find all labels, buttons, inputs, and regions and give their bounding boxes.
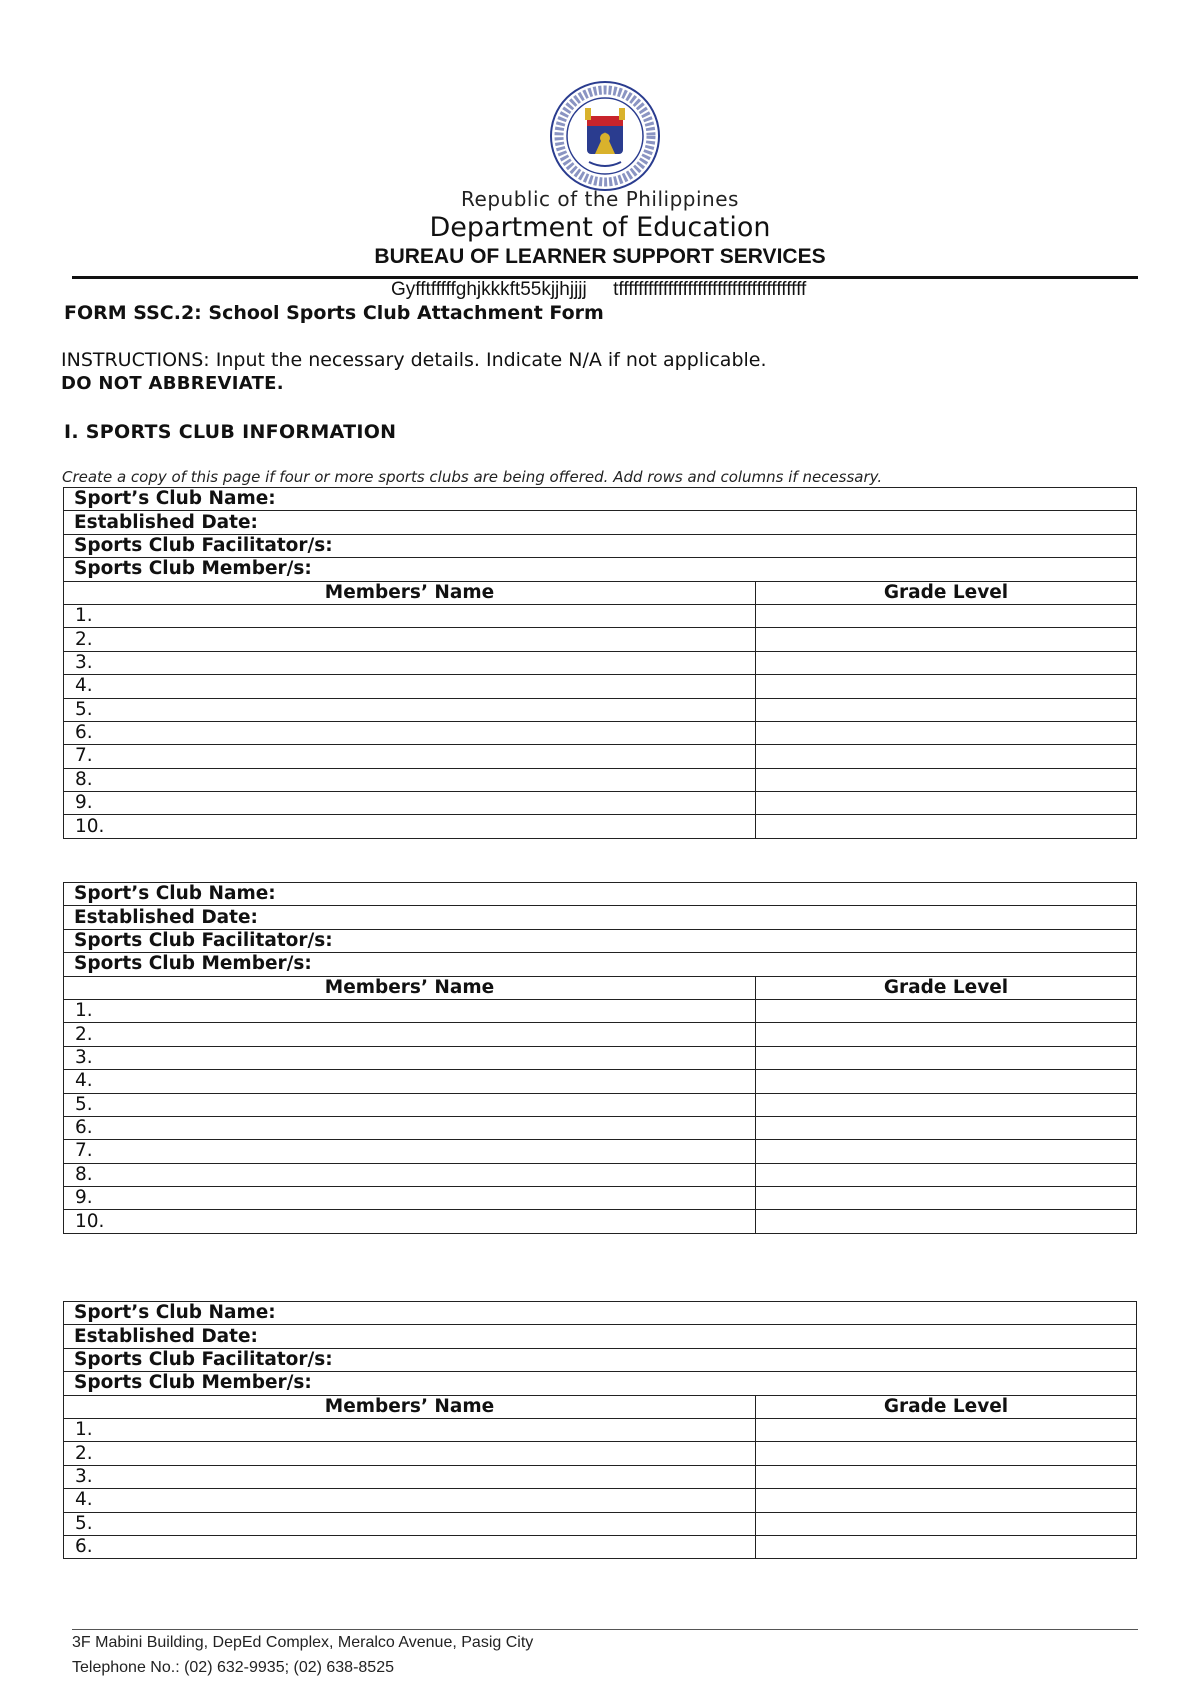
grade-level-cell[interactable] xyxy=(756,604,1137,627)
member-name-cell[interactable]: 6. xyxy=(64,1116,756,1139)
grade-level-cell[interactable] xyxy=(756,1070,1137,1093)
established-date-label[interactable]: Established Date: xyxy=(64,1325,1137,1348)
grade-level-cell[interactable] xyxy=(756,1535,1137,1558)
grade-level-cell[interactable] xyxy=(756,721,1137,744)
member-name-cell[interactable]: 1. xyxy=(64,1418,756,1441)
grade-level-cell[interactable] xyxy=(756,1046,1137,1069)
grade-level-cell[interactable] xyxy=(756,999,1137,1022)
member-name-cell[interactable]: 2. xyxy=(64,1442,756,1465)
instructions-text: INSTRUCTIONS: Input the necessary details. Indicate N/A if not applicable. xyxy=(61,349,767,371)
member-name-cell[interactable]: 5. xyxy=(64,1093,756,1116)
member-row xyxy=(64,1465,1137,1488)
member-name-cell[interactable]: 1. xyxy=(64,604,756,627)
form-title: FORM SSC.2: School Sports Club Attachment Form xyxy=(64,302,604,324)
grade-level-cell[interactable] xyxy=(756,1093,1137,1116)
member-row xyxy=(64,999,1137,1022)
footer-divider xyxy=(72,1629,1138,1630)
member-name-cell[interactable]: 5. xyxy=(64,698,756,721)
member-name-cell[interactable]: 8. xyxy=(64,768,756,791)
member-row xyxy=(64,792,1137,815)
member-name-cell[interactable]: 9. xyxy=(64,792,756,815)
member-row xyxy=(64,1210,1137,1233)
footer-telephone: Telephone No.: (02) 632-9935; (02) 638-8525 xyxy=(72,1659,394,1676)
sports-club-table-1 xyxy=(63,487,1137,839)
member-name-cell[interactable]: 6. xyxy=(64,1535,756,1558)
grade-level-cell[interactable] xyxy=(756,815,1137,838)
grade-level-cell[interactable] xyxy=(756,1163,1137,1186)
grade-level-cell[interactable] xyxy=(756,1140,1137,1163)
member-row xyxy=(64,815,1137,838)
section-title: I. SPORTS CLUB INFORMATION xyxy=(64,421,397,443)
member-row xyxy=(64,745,1137,768)
grade-level-cell[interactable] xyxy=(756,1442,1137,1465)
established-date-label[interactable]: Established Date: xyxy=(64,906,1137,929)
grade-level-cell[interactable] xyxy=(756,1418,1137,1441)
member-row xyxy=(64,1023,1137,1046)
department-heading: Department of Education xyxy=(429,212,771,243)
grade-level-cell[interactable] xyxy=(756,698,1137,721)
member-name-cell[interactable]: 2. xyxy=(64,1023,756,1046)
bureau-heading: BUREAU OF LEARNER SUPPORT SERVICES xyxy=(374,245,826,268)
members-label[interactable]: Sports Club Member/s: xyxy=(64,953,1137,976)
member-row xyxy=(64,1140,1137,1163)
member-name-cell[interactable]: 1. xyxy=(64,999,756,1022)
member-row xyxy=(64,604,1137,627)
republic-heading: Republic of the Philippines xyxy=(461,187,739,211)
member-row xyxy=(64,768,1137,791)
member-row xyxy=(64,1163,1137,1186)
grade-level-cell[interactable] xyxy=(756,628,1137,651)
grade-level-header: Grade Level xyxy=(756,976,1137,999)
grade-level-cell[interactable] xyxy=(756,768,1137,791)
grade-level-cell[interactable] xyxy=(756,1210,1137,1233)
member-row xyxy=(64,1442,1137,1465)
member-row xyxy=(64,1512,1137,1535)
member-row xyxy=(64,1093,1137,1116)
club-name-label[interactable]: Sport’s Club Name: xyxy=(64,1302,1137,1325)
members-name-header: Members’ Name xyxy=(64,1395,756,1418)
member-row xyxy=(64,651,1137,674)
facilitators-label[interactable]: Sports Club Facilitator/s: xyxy=(64,929,1137,952)
grade-level-cell[interactable] xyxy=(756,675,1137,698)
member-name-cell[interactable]: 5. xyxy=(64,1512,756,1535)
members-label[interactable]: Sports Club Member/s: xyxy=(64,1372,1137,1395)
members-name-header: Members’ Name xyxy=(64,581,756,604)
member-name-cell[interactable]: 6. xyxy=(64,721,756,744)
grade-level-cell[interactable] xyxy=(756,1187,1137,1210)
do-not-abbreviate-text: DO NOT ABBREVIATE. xyxy=(61,373,284,394)
member-name-cell[interactable]: 7. xyxy=(64,1140,756,1163)
member-row xyxy=(64,1116,1137,1139)
member-name-cell[interactable]: 3. xyxy=(64,1465,756,1488)
sports-club-table-3 xyxy=(63,1301,1137,1559)
sports-club-table-2 xyxy=(63,882,1137,1234)
member-name-cell[interactable]: 9. xyxy=(64,1187,756,1210)
member-name-cell[interactable]: 4. xyxy=(64,1489,756,1512)
grade-level-cell[interactable] xyxy=(756,1023,1137,1046)
member-name-cell[interactable]: 3. xyxy=(64,1046,756,1069)
deped-seal-logo xyxy=(549,80,661,192)
copy-note: Create a copy of this page if four or more sports clubs are being offered. Add rows and columns if necessary. xyxy=(62,468,883,486)
members-name-header: Members’ Name xyxy=(64,976,756,999)
grade-level-cell[interactable] xyxy=(756,1465,1137,1488)
member-row xyxy=(64,1046,1137,1069)
member-row xyxy=(64,721,1137,744)
members-label[interactable]: Sports Club Member/s: xyxy=(64,558,1137,581)
facilitators-label[interactable]: Sports Club Facilitator/s: xyxy=(64,534,1137,557)
member-name-cell[interactable]: 3. xyxy=(64,651,756,674)
member-name-cell[interactable]: 7. xyxy=(64,745,756,768)
member-row xyxy=(64,1070,1137,1093)
member-row xyxy=(64,1535,1137,1558)
grade-level-cell[interactable] xyxy=(756,1512,1137,1535)
established-date-label[interactable]: Established Date: xyxy=(64,511,1137,534)
stray-text: Gyfftfffffghjkkkft55kjjhjjjj tffffffffffffffffffffffffffffffffffffff xyxy=(391,279,807,300)
member-row xyxy=(64,675,1137,698)
member-row xyxy=(64,1489,1137,1512)
club-name-label[interactable]: Sport’s Club Name: xyxy=(64,883,1137,906)
grade-level-header: Grade Level xyxy=(756,581,1137,604)
grade-level-cell[interactable] xyxy=(756,792,1137,815)
member-name-cell[interactable]: 4. xyxy=(64,675,756,698)
member-name-cell[interactable]: 10. xyxy=(64,1210,756,1233)
member-row xyxy=(64,698,1137,721)
member-name-cell[interactable]: 10. xyxy=(64,815,756,838)
member-name-cell[interactable]: 2. xyxy=(64,628,756,651)
member-name-cell[interactable]: 8. xyxy=(64,1163,756,1186)
grade-level-cell[interactable] xyxy=(756,1489,1137,1512)
member-row xyxy=(64,1418,1137,1441)
facilitators-label[interactable]: Sports Club Facilitator/s: xyxy=(64,1348,1137,1371)
grade-level-cell[interactable] xyxy=(756,1116,1137,1139)
club-name-label[interactable]: Sport’s Club Name: xyxy=(64,488,1137,511)
footer-address: 3F Mabini Building, DepEd Complex, Meralco Avenue, Pasig City xyxy=(72,1634,534,1651)
grade-level-cell[interactable] xyxy=(756,745,1137,768)
grade-level-header: Grade Level xyxy=(756,1395,1137,1418)
member-name-cell[interactable]: 4. xyxy=(64,1070,756,1093)
member-row xyxy=(64,628,1137,651)
member-row xyxy=(64,1187,1137,1210)
grade-level-cell[interactable] xyxy=(756,651,1137,674)
